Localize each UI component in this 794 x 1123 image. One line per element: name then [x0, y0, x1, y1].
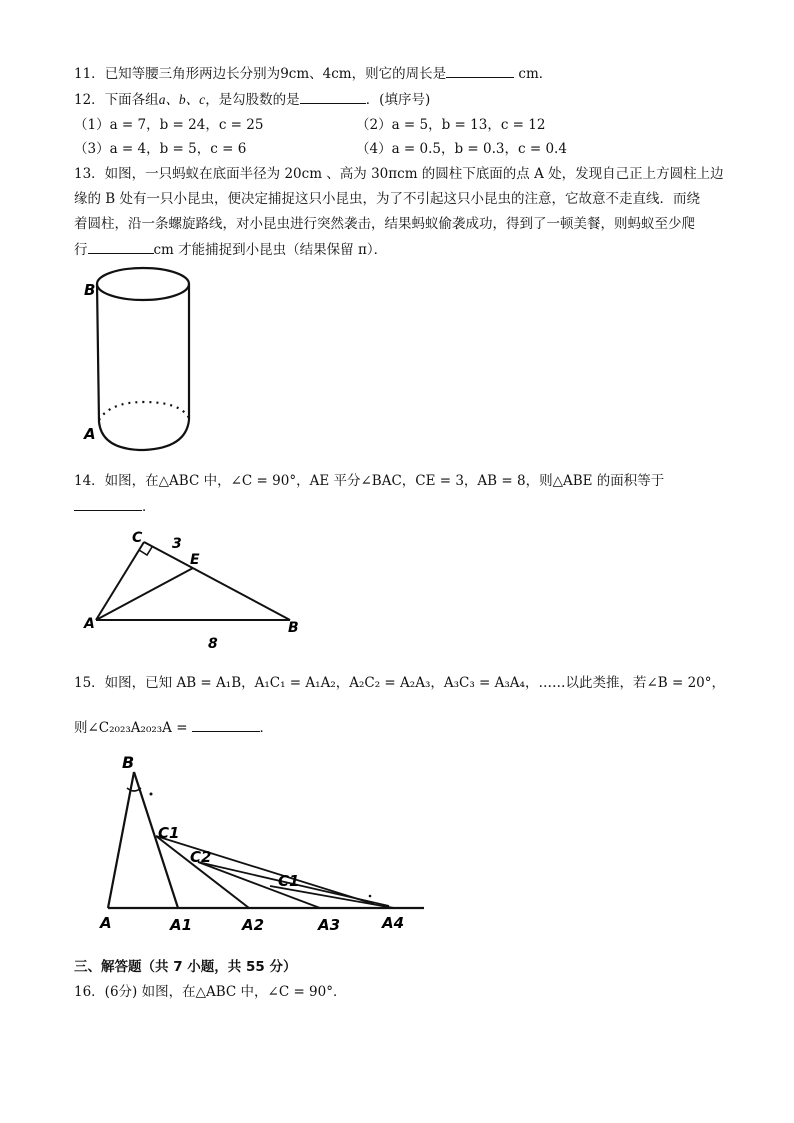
question-12-option-2: （2）a = 5，b = 13，c = 12 — [356, 117, 546, 133]
point-label-b: B — [84, 281, 96, 299]
point-label-a: A — [84, 425, 96, 443]
question-13-line-1: 13．如图，一只蚂蚁在底面半径为 20cm 、高为 30πcm 的圆柱下底面的点 A 处，发现自己正上方圆柱上边 — [74, 166, 724, 182]
answer-blank[interactable] — [88, 238, 154, 254]
point-label-c1: C1 — [158, 824, 180, 842]
point-label-a: A — [100, 914, 112, 932]
point-label-a1: A1 — [170, 916, 193, 934]
question-13-line-4: 行 cm 才能捕捉到小昆虫（结果保留 π）． — [74, 238, 387, 261]
section-3-title: 三、解答题（共 7 小题，共 55 分） — [74, 959, 297, 975]
question-12-option-1: （1）a = 7，b = 24，c = 25 — [74, 117, 264, 133]
answer-blank[interactable] — [74, 495, 142, 511]
segment-label-ab: 8 — [208, 636, 218, 652]
point-label-b: B — [122, 753, 135, 772]
question-15-line-1: 15．如图，已知 AB = A₁B，A₁C₁ = A₁A₂，A₂C₂ = A₂A₃，A₃C₃ = A₃A₄，……以此类推，若∠B = 20°， — [74, 675, 726, 691]
answer-blank[interactable] — [192, 716, 260, 732]
point-label-c3: C1 — [278, 872, 300, 890]
point-label-a2: A2 — [242, 916, 265, 934]
question-13-line-3: 着圆柱，沿一条螺旋路线，对小昆虫进行突然袭击，结果蚂蚁偷袭成功，得到了一顿美餐，则蚂蚁至少爬 — [74, 216, 695, 232]
question-12-option-4: （4）a = 0.5，b = 0.3，c = 0.4 — [356, 141, 567, 157]
point-label-a: A — [84, 616, 95, 632]
question-12: 12．下面各组a、b、c，是勾股数的是 ．(填序号) — [74, 88, 430, 111]
point-label-c: C — [132, 530, 143, 546]
answer-blank[interactable] — [446, 62, 514, 78]
segment-label-ce: 3 — [172, 536, 182, 552]
iterated-triangles-figure — [94, 750, 434, 940]
point-label-a3: A3 — [318, 916, 341, 934]
right-triangle-figure — [84, 528, 314, 658]
question-14-line-2: ． — [74, 495, 156, 518]
question-16: 16．(6分) 如图，在△ABC 中，∠C = 90°． — [74, 984, 347, 1000]
question-11: 11．已知等腰三角形两边长分别为9cm、4cm，则它的周长是 cm． — [74, 62, 552, 85]
cylinder-figure — [80, 262, 200, 462]
question-15-line-2: 则∠C₂₀₂₃A₂₀₂₃A = ． — [74, 716, 273, 739]
question-12-option-3: （3）a = 4，b = 5，c = 6 — [74, 141, 247, 157]
question-14-line-1: 14．如图，在△ABC 中，∠C = 90°，AE 平分∠BAC，CE = 3，AB = 8，则△ABE 的面积等于 — [74, 473, 665, 489]
point-label-e: E — [190, 552, 200, 568]
question-13-line-2: 缘的 B 处有一只小昆虫，便决定捕捉这只小昆虫，为了不引起这只小昆虫的注意，它故意不走直线．而绕 — [74, 191, 701, 207]
point-label-a4: A4 — [382, 914, 405, 932]
answer-blank[interactable] — [300, 88, 366, 104]
point-label-c2: C2 — [190, 848, 212, 866]
point-label-b: B — [288, 620, 299, 636]
